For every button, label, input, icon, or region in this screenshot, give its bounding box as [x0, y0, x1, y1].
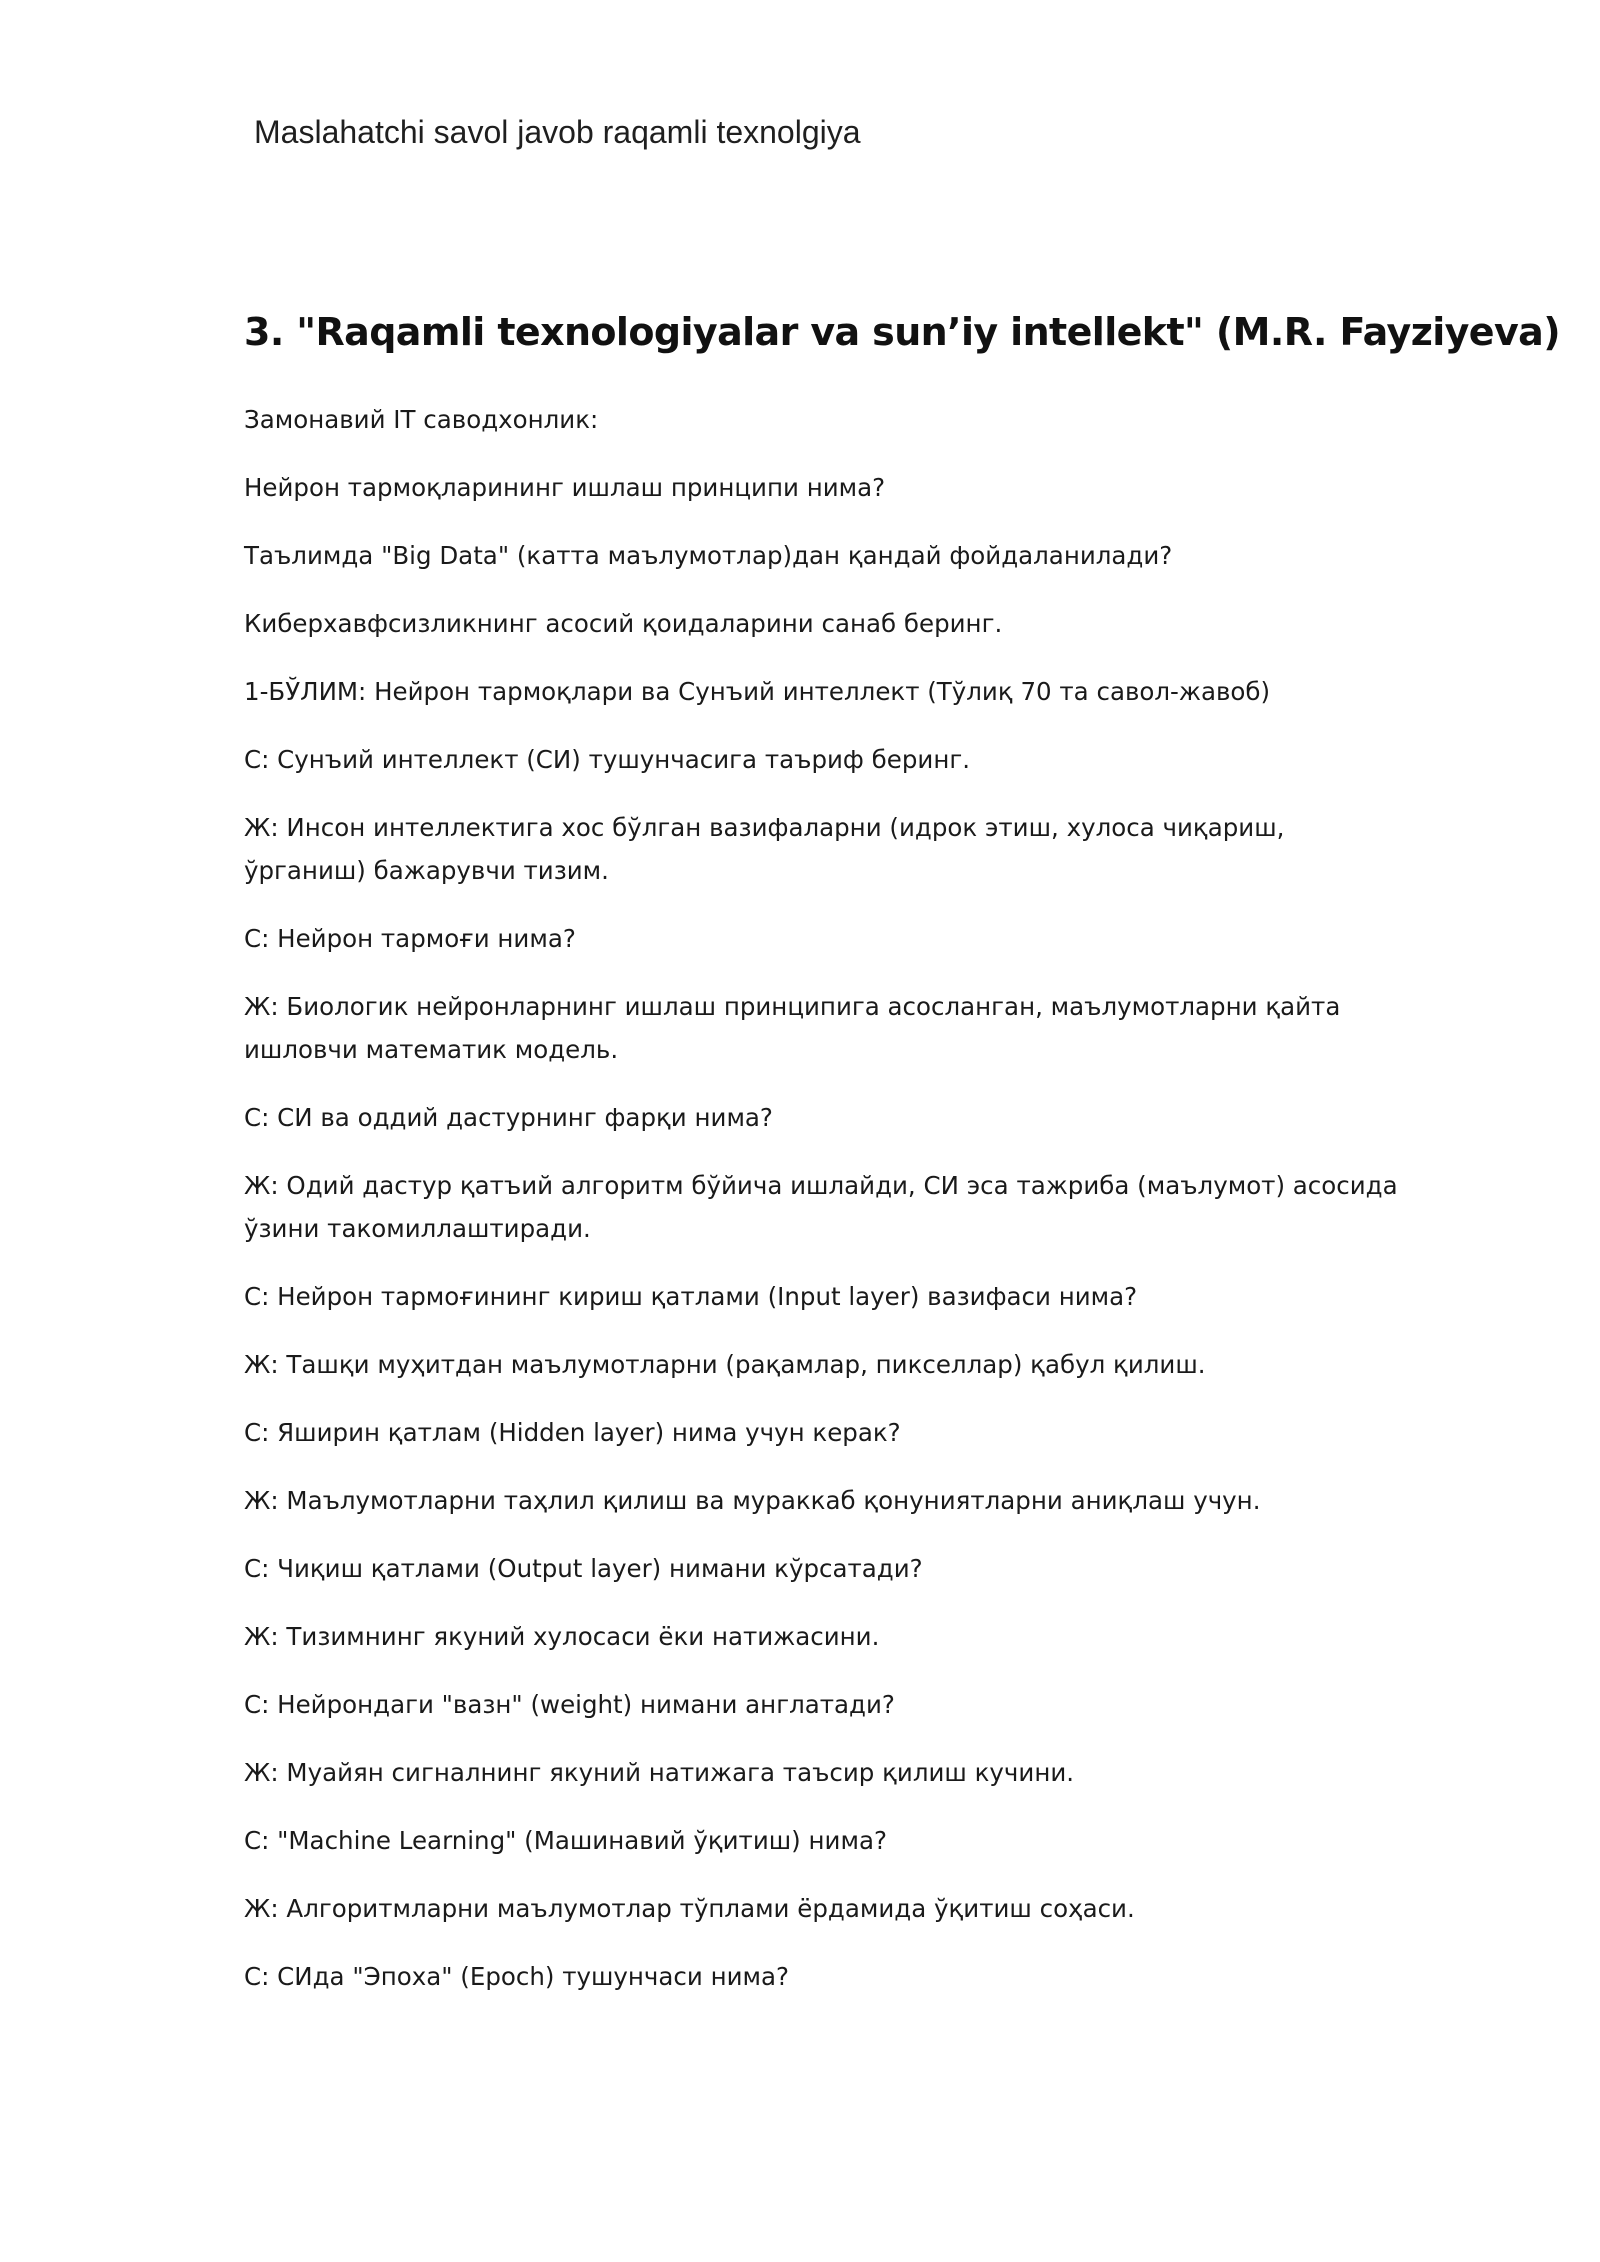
document-title: 3. "Raqamli texnologiyalar va sun’iy intellekt" (M.R. Fayziyeva): [244, 310, 1560, 354]
answer: Ж: Алгоритмларни маълумотлар тўплами ёрдамида ўқитиш соҳаси.: [244, 1894, 1135, 1923]
question: С: СИда "Эпоха" (Epoch) тушунчаси нима?: [244, 1962, 790, 1991]
answer: Ж: Инсон интеллектига хос бўлган вазифаларни (идрок этиш, хулоса чиқариш, ўрганиш) бажарувчи тизим.: [244, 813, 1285, 885]
question: С: Яширин қатлам (Hidden layer) нима учун керак?: [244, 1418, 901, 1447]
question: С: Нейрондаги "вазн" (weight) нимани англатади?: [244, 1690, 895, 1719]
answer: Ж: Маълумотларни таҳлил қилиш ва мураккаб қонуниятларни аниқлаш учун.: [244, 1486, 1261, 1515]
answer: Ж: Муайян сигналнинг якуний натижага таъсир қилиш кучини.: [244, 1758, 1075, 1787]
answer: Ж: Одий дастур қатъий алгоритм бўйича ишлайди, СИ эса тажриба (маълумот) асосида ўзини такомиллаштиради.: [244, 1171, 1398, 1243]
document-body: [244, 310, 1560, 2023]
question: С: Нейрон тармоғи нима?: [244, 924, 576, 953]
question: С: "Machine Learning" (Машинавий ўқитиш) нима?: [244, 1826, 887, 1855]
question: С: Чиқиш қатлами (Output layer) нимани кўрсатади?: [244, 1554, 923, 1583]
answer: Ж: Тизимнинг якуний хулосаси ёки натижасини.: [244, 1622, 880, 1651]
paragraph-intro: Замонавий IT саводхонлик:: [244, 405, 599, 434]
section-heading: 1-БЎЛИМ: Нейрон тармоқлари ва Сунъий интеллект (Тўлиқ 70 та савол-жавоб): [244, 677, 1271, 706]
paragraph-topic: Нейрон тармоқларининг ишлаш принципи нима?: [244, 473, 886, 502]
question: С: Сунъий интеллект (СИ) тушунчасига таъриф беринг.: [244, 745, 970, 774]
answer: Ж: Биологик нейронларнинг ишлаш принципига асосланган, маълумотларни қайта ишловчи математик модель.: [244, 992, 1341, 1064]
answer: Ж: Ташқи муҳитдан маълумотларни (рақамлар, пикселлар) қабул қилиш.: [244, 1350, 1206, 1379]
paragraph-topic: Киберхавфсизликнинг асосий қоидаларини санаб беринг.: [244, 609, 1003, 638]
question: С: Нейрон тармоғининг кириш қатлами (Input layer) вазифаси нима?: [244, 1282, 1138, 1311]
question: С: СИ ва оддий дастурнинг фарқи нима?: [244, 1103, 773, 1132]
page-header: Maslahatchi savol javob raqamli texnolgiya: [254, 114, 861, 150]
paragraph-topic: Таълимда "Big Data" (катта маълумотлар)дан қандай фойдаланилади?: [244, 541, 1173, 570]
